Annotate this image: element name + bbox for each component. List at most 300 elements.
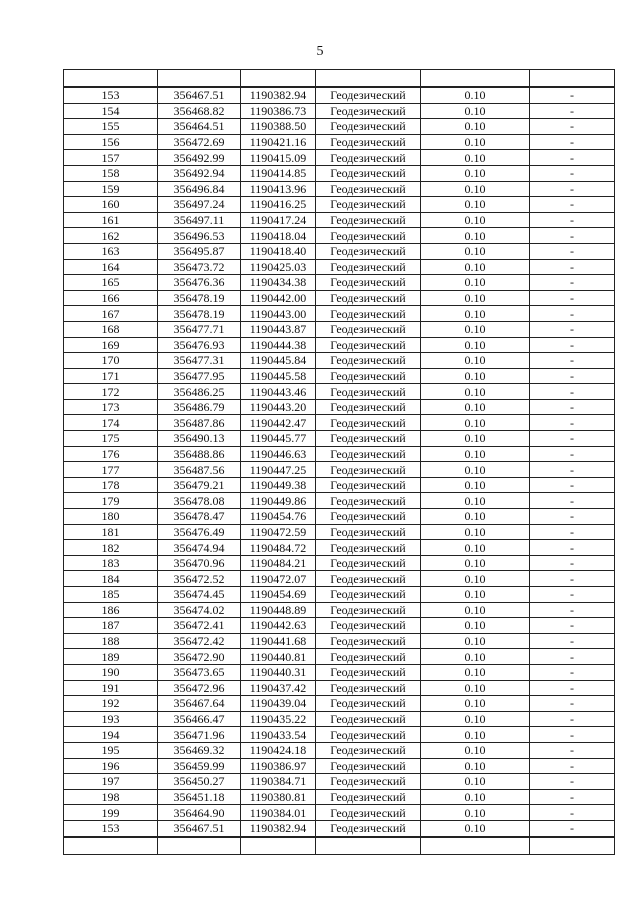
- point-number-cell: 186: [64, 602, 158, 618]
- accuracy-cell: 0.10: [421, 820, 530, 836]
- method-cell: Геодезический: [316, 820, 421, 836]
- description-cell: -: [530, 384, 615, 400]
- y-coordinate-cell: 1190454.76: [241, 509, 316, 525]
- method-cell: Геодезический: [316, 119, 421, 135]
- method-cell: Геодезический: [316, 571, 421, 587]
- y-coordinate-cell: 1190435.22: [241, 711, 316, 727]
- method-cell: Геодезический: [316, 789, 421, 805]
- x-coordinate-cell: 356478.08: [158, 493, 241, 509]
- method-cell: Геодезический: [316, 509, 421, 525]
- x-coordinate-cell: 356472.69: [158, 134, 241, 150]
- description-cell: -: [530, 618, 615, 634]
- y-coordinate-cell: 1190448.89: [241, 602, 316, 618]
- description-cell: -: [530, 415, 615, 431]
- description-cell: -: [530, 742, 615, 758]
- description-cell: -: [530, 680, 615, 696]
- coordinates-table-body: [64, 70, 615, 855]
- point-number-cell: 160: [64, 197, 158, 213]
- accuracy-cell: 0.10: [421, 259, 530, 275]
- x-coordinate-cell: 356478.19: [158, 290, 241, 306]
- point-number-cell: 168: [64, 321, 158, 337]
- method-cell: Геодезический: [316, 243, 421, 259]
- table-row: [64, 618, 615, 634]
- method-cell: Геодезический: [316, 212, 421, 228]
- accuracy-cell: 0.10: [421, 727, 530, 743]
- table-row: [64, 680, 615, 696]
- method-cell: Геодезический: [316, 384, 421, 400]
- method-cell: Геодезический: [316, 337, 421, 353]
- accuracy-cell: 0.10: [421, 212, 530, 228]
- accuracy-cell: 0.10: [421, 306, 530, 322]
- x-coordinate-cell: 356477.31: [158, 353, 241, 369]
- table-row: [64, 711, 615, 727]
- table-row: [64, 243, 615, 259]
- accuracy-cell: 0.10: [421, 664, 530, 680]
- description-cell: -: [530, 275, 615, 291]
- description-cell: -: [530, 228, 615, 244]
- description-cell: -: [530, 493, 615, 509]
- x-coordinate-cell: 356474.94: [158, 540, 241, 556]
- x-coordinate-cell: 356471.96: [158, 727, 241, 743]
- method-cell: Геодезический: [316, 618, 421, 634]
- description-cell: -: [530, 119, 615, 135]
- point-number-cell: 180: [64, 509, 158, 525]
- point-number-cell: 187: [64, 618, 158, 634]
- description-cell: -: [530, 321, 615, 337]
- accuracy-cell: 0.10: [421, 649, 530, 665]
- x-coordinate-cell: 356496.84: [158, 181, 241, 197]
- description-cell: -: [530, 87, 615, 103]
- x-coordinate-cell: 356479.21: [158, 477, 241, 493]
- footer-cell: [64, 837, 158, 855]
- y-coordinate-cell: 1190440.81: [241, 649, 316, 665]
- method-cell: Геодезический: [316, 197, 421, 213]
- table-row: [64, 103, 615, 119]
- y-coordinate-cell: 1190443.00: [241, 306, 316, 322]
- point-number-cell: 176: [64, 446, 158, 462]
- x-coordinate-cell: 356450.27: [158, 774, 241, 790]
- method-cell: Геодезический: [316, 758, 421, 774]
- point-number-cell: 171: [64, 368, 158, 384]
- y-coordinate-cell: 1190472.07: [241, 571, 316, 587]
- method-cell: Геодезический: [316, 680, 421, 696]
- y-coordinate-cell: 1190484.72: [241, 540, 316, 556]
- table-row: [64, 415, 615, 431]
- x-coordinate-cell: 356496.53: [158, 228, 241, 244]
- accuracy-cell: 0.10: [421, 805, 530, 821]
- description-cell: -: [530, 337, 615, 353]
- description-cell: -: [530, 540, 615, 556]
- x-coordinate-cell: 356495.87: [158, 243, 241, 259]
- method-cell: Геодезический: [316, 431, 421, 447]
- table-row: [64, 228, 615, 244]
- accuracy-cell: 0.10: [421, 119, 530, 135]
- accuracy-cell: 0.10: [421, 431, 530, 447]
- method-cell: Геодезический: [316, 805, 421, 821]
- x-coordinate-cell: 356477.71: [158, 321, 241, 337]
- y-coordinate-cell: 1190437.42: [241, 680, 316, 696]
- point-number-cell: 189: [64, 649, 158, 665]
- x-coordinate-cell: 356466.47: [158, 711, 241, 727]
- x-coordinate-cell: 356472.96: [158, 680, 241, 696]
- table-row: [64, 446, 615, 462]
- y-coordinate-cell: 1190415.09: [241, 150, 316, 166]
- table-row: [64, 87, 615, 103]
- description-cell: -: [530, 571, 615, 587]
- x-coordinate-cell: 356472.90: [158, 649, 241, 665]
- accuracy-cell: 0.10: [421, 524, 530, 540]
- x-coordinate-cell: 356470.96: [158, 555, 241, 571]
- accuracy-cell: 0.10: [421, 150, 530, 166]
- x-coordinate-cell: 356497.11: [158, 212, 241, 228]
- accuracy-cell: 0.10: [421, 462, 530, 478]
- table-row: [64, 399, 615, 415]
- x-coordinate-cell: 356476.93: [158, 337, 241, 353]
- table-row: [64, 602, 615, 618]
- y-coordinate-cell: 1190443.20: [241, 399, 316, 415]
- y-coordinate-cell: 1190434.38: [241, 275, 316, 291]
- y-coordinate-cell: 1190418.40: [241, 243, 316, 259]
- y-coordinate-cell: 1190433.54: [241, 727, 316, 743]
- y-coordinate-cell: 1190413.96: [241, 181, 316, 197]
- table-row: [64, 587, 615, 603]
- point-number-cell: 155: [64, 119, 158, 135]
- table-row: [64, 275, 615, 291]
- header-cell: [421, 70, 530, 88]
- page-number: 5: [316, 44, 324, 59]
- table-row: [64, 774, 615, 790]
- method-cell: Геодезический: [316, 150, 421, 166]
- point-number-cell: 191: [64, 680, 158, 696]
- method-cell: Геодезический: [316, 524, 421, 540]
- method-cell: Геодезический: [316, 540, 421, 556]
- y-coordinate-cell: 1190414.85: [241, 165, 316, 181]
- table-row: [64, 477, 615, 493]
- method-cell: Геодезический: [316, 290, 421, 306]
- point-number-cell: 153: [64, 87, 158, 103]
- point-number-cell: 188: [64, 633, 158, 649]
- y-coordinate-cell: 1190439.04: [241, 696, 316, 712]
- accuracy-cell: 0.10: [421, 181, 530, 197]
- point-number-cell: 158: [64, 165, 158, 181]
- point-number-cell: 167: [64, 306, 158, 322]
- method-cell: Геодезический: [316, 228, 421, 244]
- y-coordinate-cell: 1190449.38: [241, 477, 316, 493]
- header-cell: [241, 70, 316, 88]
- table-row: [64, 306, 615, 322]
- table-row: [64, 540, 615, 556]
- point-number-cell: 197: [64, 774, 158, 790]
- x-coordinate-cell: 356488.86: [158, 446, 241, 462]
- table-row: [64, 337, 615, 353]
- footer-cell: [241, 837, 316, 855]
- y-coordinate-cell: 1190382.94: [241, 820, 316, 836]
- x-coordinate-cell: 356472.41: [158, 618, 241, 634]
- accuracy-cell: 0.10: [421, 711, 530, 727]
- x-coordinate-cell: 356464.90: [158, 805, 241, 821]
- y-coordinate-cell: 1190443.87: [241, 321, 316, 337]
- method-cell: Геодезический: [316, 103, 421, 119]
- method-cell: Геодезический: [316, 493, 421, 509]
- point-number-cell: 153: [64, 820, 158, 836]
- point-number-cell: 179: [64, 493, 158, 509]
- table-row: [64, 431, 615, 447]
- method-cell: Геодезический: [316, 415, 421, 431]
- point-number-cell: 165: [64, 275, 158, 291]
- table-row: [64, 509, 615, 525]
- accuracy-cell: 0.10: [421, 602, 530, 618]
- accuracy-cell: 0.10: [421, 696, 530, 712]
- point-number-cell: 184: [64, 571, 158, 587]
- accuracy-cell: 0.10: [421, 197, 530, 213]
- x-coordinate-cell: 356468.82: [158, 103, 241, 119]
- x-coordinate-cell: 356492.99: [158, 150, 241, 166]
- y-coordinate-cell: 1190417.24: [241, 212, 316, 228]
- accuracy-cell: 0.10: [421, 290, 530, 306]
- method-cell: Геодезический: [316, 711, 421, 727]
- method-cell: Геодезический: [316, 321, 421, 337]
- point-number-cell: 166: [64, 290, 158, 306]
- description-cell: -: [530, 774, 615, 790]
- accuracy-cell: 0.10: [421, 399, 530, 415]
- header-cell: [316, 70, 421, 88]
- description-cell: -: [530, 711, 615, 727]
- method-cell: Геодезический: [316, 742, 421, 758]
- accuracy-cell: 0.10: [421, 742, 530, 758]
- accuracy-cell: 0.10: [421, 477, 530, 493]
- x-coordinate-cell: 356473.72: [158, 259, 241, 275]
- accuracy-cell: 0.10: [421, 774, 530, 790]
- method-cell: Геодезический: [316, 368, 421, 384]
- accuracy-cell: 0.10: [421, 228, 530, 244]
- table-row: [64, 493, 615, 509]
- y-coordinate-cell: 1190418.04: [241, 228, 316, 244]
- accuracy-cell: 0.10: [421, 243, 530, 259]
- x-coordinate-cell: 356476.49: [158, 524, 241, 540]
- accuracy-cell: 0.10: [421, 587, 530, 603]
- description-cell: -: [530, 602, 615, 618]
- accuracy-cell: 0.10: [421, 680, 530, 696]
- y-coordinate-cell: 1190421.16: [241, 134, 316, 150]
- method-cell: Геодезический: [316, 275, 421, 291]
- table-row: [64, 181, 615, 197]
- method-cell: Геодезический: [316, 774, 421, 790]
- point-number-cell: 198: [64, 789, 158, 805]
- footer-cell: [158, 837, 241, 855]
- table-row: [64, 805, 615, 821]
- y-coordinate-cell: 1190382.94: [241, 87, 316, 103]
- point-number-cell: 182: [64, 540, 158, 556]
- method-cell: Геодезический: [316, 399, 421, 415]
- header-cell: [64, 70, 158, 88]
- x-coordinate-cell: 356474.45: [158, 587, 241, 603]
- accuracy-cell: 0.10: [421, 415, 530, 431]
- x-coordinate-cell: 356467.51: [158, 87, 241, 103]
- description-cell: -: [530, 649, 615, 665]
- point-number-cell: 157: [64, 150, 158, 166]
- accuracy-cell: 0.10: [421, 633, 530, 649]
- table-row: [64, 742, 615, 758]
- description-cell: -: [530, 758, 615, 774]
- y-coordinate-cell: 1190444.38: [241, 337, 316, 353]
- table-row: [64, 150, 615, 166]
- x-coordinate-cell: 356474.02: [158, 602, 241, 618]
- point-number-cell: 174: [64, 415, 158, 431]
- description-cell: -: [530, 446, 615, 462]
- description-cell: -: [530, 353, 615, 369]
- x-coordinate-cell: 356472.52: [158, 571, 241, 587]
- accuracy-cell: 0.10: [421, 103, 530, 119]
- method-cell: Геодезический: [316, 306, 421, 322]
- accuracy-cell: 0.10: [421, 134, 530, 150]
- table-header-blank-row: [64, 70, 615, 88]
- table-row: [64, 462, 615, 478]
- y-coordinate-cell: 1190424.18: [241, 742, 316, 758]
- x-coordinate-cell: 356467.64: [158, 696, 241, 712]
- accuracy-cell: 0.10: [421, 509, 530, 525]
- point-number-cell: 164: [64, 259, 158, 275]
- table-row: [64, 165, 615, 181]
- y-coordinate-cell: 1190386.97: [241, 758, 316, 774]
- description-cell: -: [530, 477, 615, 493]
- x-coordinate-cell: 356487.86: [158, 415, 241, 431]
- point-number-cell: 178: [64, 477, 158, 493]
- y-coordinate-cell: 1190445.77: [241, 431, 316, 447]
- y-coordinate-cell: 1190446.63: [241, 446, 316, 462]
- point-number-cell: 195: [64, 742, 158, 758]
- point-number-cell: 163: [64, 243, 158, 259]
- point-number-cell: 162: [64, 228, 158, 244]
- footer-cell: [530, 837, 615, 855]
- y-coordinate-cell: 1190447.25: [241, 462, 316, 478]
- x-coordinate-cell: 356487.56: [158, 462, 241, 478]
- description-cell: -: [530, 103, 615, 119]
- table-row: [64, 259, 615, 275]
- description-cell: -: [530, 306, 615, 322]
- table-row: [64, 134, 615, 150]
- description-cell: -: [530, 431, 615, 447]
- x-coordinate-cell: 356477.95: [158, 368, 241, 384]
- y-coordinate-cell: 1190380.81: [241, 789, 316, 805]
- table-row: [64, 789, 615, 805]
- description-cell: -: [530, 789, 615, 805]
- point-number-cell: 183: [64, 555, 158, 571]
- y-coordinate-cell: 1190449.86: [241, 493, 316, 509]
- y-coordinate-cell: 1190445.58: [241, 368, 316, 384]
- description-cell: -: [530, 805, 615, 821]
- description-cell: -: [530, 290, 615, 306]
- method-cell: Геодезический: [316, 446, 421, 462]
- method-cell: Геодезический: [316, 477, 421, 493]
- table-row: [64, 384, 615, 400]
- accuracy-cell: 0.10: [421, 384, 530, 400]
- method-cell: Геодезический: [316, 664, 421, 680]
- method-cell: Геодезический: [316, 602, 421, 618]
- accuracy-cell: 0.10: [421, 618, 530, 634]
- table-row: [64, 758, 615, 774]
- point-number-cell: 196: [64, 758, 158, 774]
- point-number-cell: 181: [64, 524, 158, 540]
- point-number-cell: 177: [64, 462, 158, 478]
- point-number-cell: 161: [64, 212, 158, 228]
- description-cell: -: [530, 820, 615, 836]
- description-cell: -: [530, 462, 615, 478]
- accuracy-cell: 0.10: [421, 758, 530, 774]
- y-coordinate-cell: 1190442.63: [241, 618, 316, 634]
- point-number-cell: 170: [64, 353, 158, 369]
- point-number-cell: 194: [64, 727, 158, 743]
- accuracy-cell: 0.10: [421, 493, 530, 509]
- point-number-cell: 192: [64, 696, 158, 712]
- coordinates-table: [63, 69, 615, 855]
- method-cell: Геодезический: [316, 134, 421, 150]
- accuracy-cell: 0.10: [421, 540, 530, 556]
- method-cell: Геодезический: [316, 727, 421, 743]
- description-cell: -: [530, 134, 615, 150]
- x-coordinate-cell: 356486.79: [158, 399, 241, 415]
- accuracy-cell: 0.10: [421, 555, 530, 571]
- point-number-cell: 175: [64, 431, 158, 447]
- point-number-cell: 199: [64, 805, 158, 821]
- accuracy-cell: 0.10: [421, 789, 530, 805]
- x-coordinate-cell: 356469.32: [158, 742, 241, 758]
- accuracy-cell: 0.10: [421, 368, 530, 384]
- x-coordinate-cell: 356476.36: [158, 275, 241, 291]
- table-row: [64, 353, 615, 369]
- description-cell: -: [530, 181, 615, 197]
- footer-cell: [421, 837, 530, 855]
- x-coordinate-cell: 356472.42: [158, 633, 241, 649]
- x-coordinate-cell: 356478.19: [158, 306, 241, 322]
- description-cell: -: [530, 399, 615, 415]
- x-coordinate-cell: 356478.47: [158, 509, 241, 525]
- description-cell: -: [530, 664, 615, 680]
- x-coordinate-cell: 356492.94: [158, 165, 241, 181]
- y-coordinate-cell: 1190384.71: [241, 774, 316, 790]
- point-number-cell: 154: [64, 103, 158, 119]
- table-row: [64, 820, 615, 836]
- method-cell: Геодезический: [316, 462, 421, 478]
- accuracy-cell: 0.10: [421, 446, 530, 462]
- y-coordinate-cell: 1190442.47: [241, 415, 316, 431]
- description-cell: -: [530, 727, 615, 743]
- y-coordinate-cell: 1190388.50: [241, 119, 316, 135]
- description-cell: -: [530, 212, 615, 228]
- y-coordinate-cell: 1190441.68: [241, 633, 316, 649]
- table-row: [64, 321, 615, 337]
- y-coordinate-cell: 1190442.00: [241, 290, 316, 306]
- description-cell: -: [530, 197, 615, 213]
- table-row: [64, 649, 615, 665]
- accuracy-cell: 0.10: [421, 337, 530, 353]
- method-cell: Геодезический: [316, 587, 421, 603]
- x-coordinate-cell: 356497.24: [158, 197, 241, 213]
- description-cell: -: [530, 587, 615, 603]
- x-coordinate-cell: 356467.51: [158, 820, 241, 836]
- method-cell: Геодезический: [316, 259, 421, 275]
- header-cell: [530, 70, 615, 88]
- point-number-cell: 156: [64, 134, 158, 150]
- description-cell: -: [530, 555, 615, 571]
- method-cell: Геодезический: [316, 353, 421, 369]
- method-cell: Геодезический: [316, 181, 421, 197]
- point-number-cell: 173: [64, 399, 158, 415]
- table-row: [64, 633, 615, 649]
- y-coordinate-cell: 1190416.25: [241, 197, 316, 213]
- description-cell: -: [530, 243, 615, 259]
- point-number-cell: 172: [64, 384, 158, 400]
- y-coordinate-cell: 1190445.84: [241, 353, 316, 369]
